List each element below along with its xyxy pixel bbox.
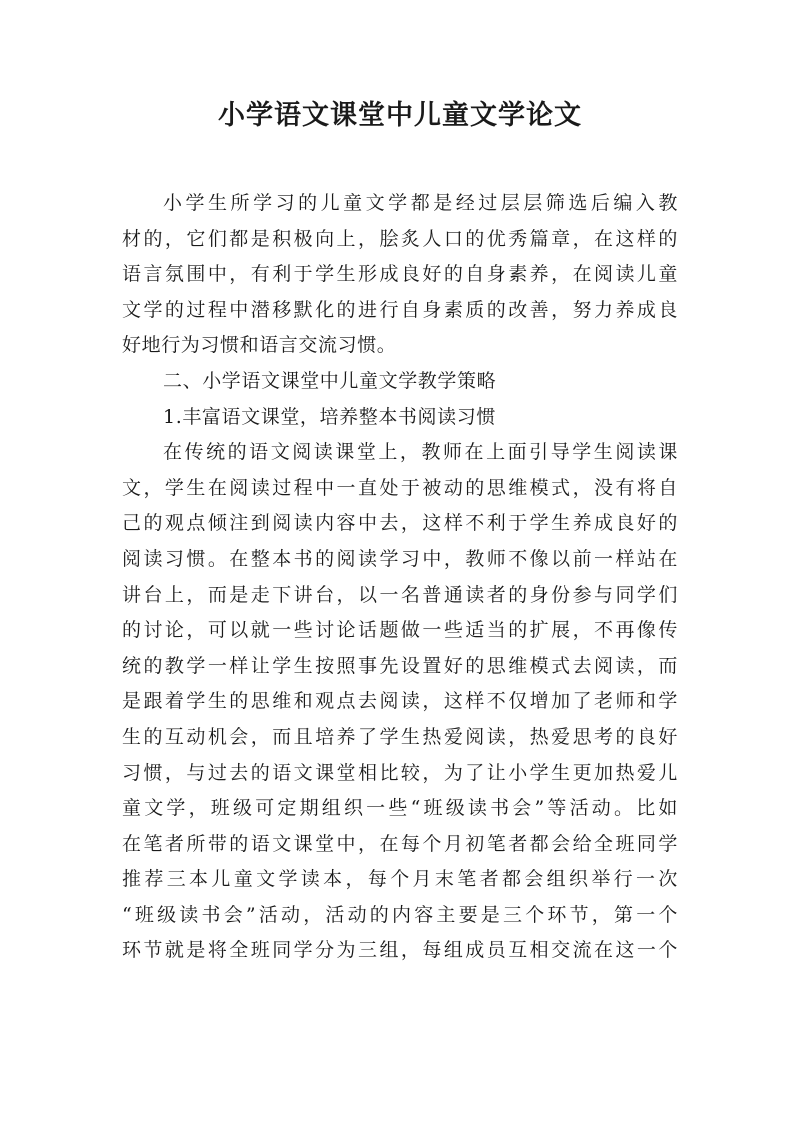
text-line: 环节就是将全班同学分为三组，每组成员互相交流在这一个 xyxy=(122,939,678,962)
text-line: 文学的过程中潜移默化的进行自身素质的改善，努力养成良 xyxy=(122,298,678,321)
text-line: 二、小学语文课堂中儿童文学教学策略 xyxy=(163,369,497,392)
text-line: 在笔者所带的语文课堂中，在每个月初笔者都会给全班同学 xyxy=(122,832,678,855)
text-line: 统的教学一样让学生按照事先设置好的思维模式去阅读，而 xyxy=(122,654,678,677)
document-body xyxy=(122,186,678,969)
text-line: 1.丰富语文课堂，培养整本书阅读习惯 xyxy=(163,405,496,428)
document-title: 小学语文课堂中儿童文学论文 xyxy=(218,100,582,131)
text-line: 好地行为习惯和语言交流习惯。 xyxy=(122,334,397,357)
text-line: 的讨论，可以就一些讨论话题做一些适当的扩展，不再像传 xyxy=(122,619,678,642)
text-line: 生的互动机会，而且培养了学生热爱阅读，热爱思考的良好 xyxy=(122,725,678,748)
text-line: 习惯，与过去的语文课堂相比较，为了让小学生更加热爱儿 xyxy=(122,761,678,784)
text-line: 语言氛围中，有利于学生形成良好的自身素养，在阅读儿童 xyxy=(122,263,678,286)
text-line: 阅读习惯。在整本书的阅读学习中，教师不像以前一样站在 xyxy=(122,547,678,570)
text-line: 在传统的语文阅读课堂上，教师在上面引导学生阅读课 xyxy=(163,441,678,464)
text-line: 小学生所学习的儿童文学都是经过层层筛选后编入教 xyxy=(163,192,678,214)
text-line: 是跟着学生的思维和观点去阅读，这样不仅增加了老师和学 xyxy=(122,690,678,713)
text-line: 材的，它们都是积极向上，脍炙人口的优秀篇章，在这样的 xyxy=(122,227,678,250)
text-line: 童文学，班级可定期组织一些“班级读书会”等活动。比如 xyxy=(122,797,678,820)
text-line: “班级读书会”活动，活动的内容主要是三个环节，第一个 xyxy=(122,903,678,926)
text-line: 文，学生在阅读过程中一直处于被动的思维模式，没有将自 xyxy=(122,476,678,499)
text-line: 己的观点倾注到阅读内容中去，这样不利于学生养成良好的 xyxy=(122,512,678,535)
text-line: 讲台上，而是走下讲台，以一名普通读者的身份参与同学们 xyxy=(122,583,678,606)
text-line: 推荐三本儿童文学读本，每个月末笔者都会组织举行一次 xyxy=(122,868,678,891)
